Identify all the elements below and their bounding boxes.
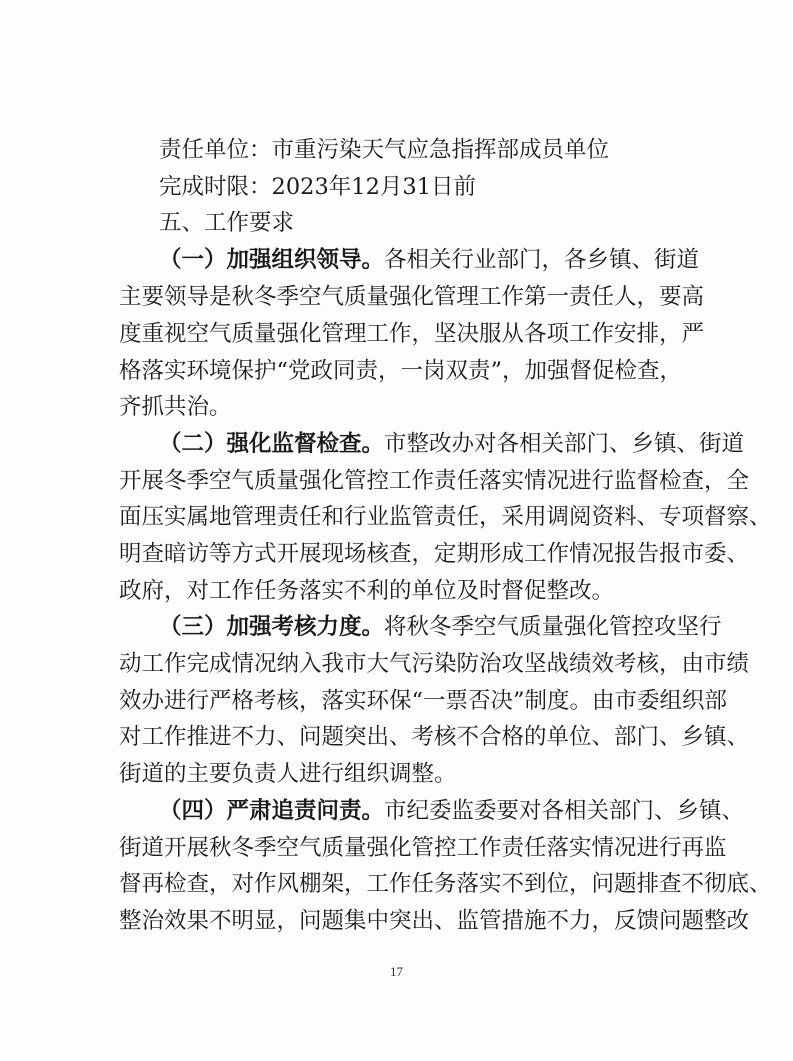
section-heading: 五、工作要求 [159,210,295,236]
paragraph-3-line: 对工作推进不力、问题突出、考核不合格的单位、部门、乡镇、 [119,724,750,750]
paragraph-2-line: 面压实属地管理责任和行业监管责任，采用调阅资料、专项督察、 [119,504,772,530]
paragraph-3-line: 动工作完成情况纳入我市大气污染防治攻坚战绩效考核，由市绩 [119,651,750,677]
paragraph-2-heading: （二）强化监督检查。 [159,431,385,457]
paragraph-2-line: 明查暗访等方式开展现场核查，定期形成工作情况报告报市委、 [119,541,750,567]
deadline-line: 完成时限：2023年12月31日前 [159,174,477,200]
page-number: 17 [390,964,403,979]
paragraph-1-heading: （一）加强组织领导。 [159,247,385,273]
paragraph-3-text: 将秋冬季空气质量强化管控攻坚行 [384,614,722,640]
paragraph-2-line: 开展冬季空气质量强化管控工作责任落实情况进行监督检查，全 [119,468,750,494]
paragraph-2-first-line [159,429,745,463]
paragraph-4-heading: （四）严肃追责问责。 [159,798,385,824]
paragraph-1-line: 度重视空气质量强化管理工作，坚决服从各项工作安排，严 [119,321,705,347]
paragraph-4-first-line [159,796,745,830]
paragraph-4-line: 整治效果不明显，问题集中突出、监管措施不力，反馈问题整改 [119,908,750,934]
paragraph-2-line: 政府，对工作任务落实不利的单位及时督促整改。 [119,578,615,604]
paragraph-1-line: 格落实环境保护“党政同责，一岗双责”，加强督促检查， [119,358,683,384]
responsible-unit-line: 责任单位：市重污染天气应急指挥部成员单位 [159,137,610,163]
paragraph-1-line: 主要领导是秋冬季空气质量强化管理工作第一责任人，要高 [119,284,705,310]
paragraph-3-line: 效办进行严格考核，落实环保“一票否决”制度。由市委组织部 [119,688,728,714]
paragraph-3-line: 街道的主要负责人进行组织调整。 [119,761,457,787]
paragraph-1-first-line [159,245,700,279]
paragraph-2-text: 市整改办对各相关部门、乡镇、街道 [384,431,745,457]
paragraph-1-line: 齐抓共治。 [119,394,232,420]
paragraph-4-text: 市纪委监委要对各相关部门、乡镇、 [384,798,745,824]
paragraph-4-line: 督再检查，对作风棚架，工作任务落实不到位，问题排查不彻底、 [119,871,772,897]
paragraph-1-text: 各相关行业部门，各乡镇、街道 [384,247,700,273]
paragraph-3-first-line [159,612,722,646]
paragraph-4-line: 街道开展秋冬季空气质量强化管控工作责任落实情况进行再监 [119,835,727,861]
paragraph-3-heading: （三）加强考核力度。 [159,614,385,640]
